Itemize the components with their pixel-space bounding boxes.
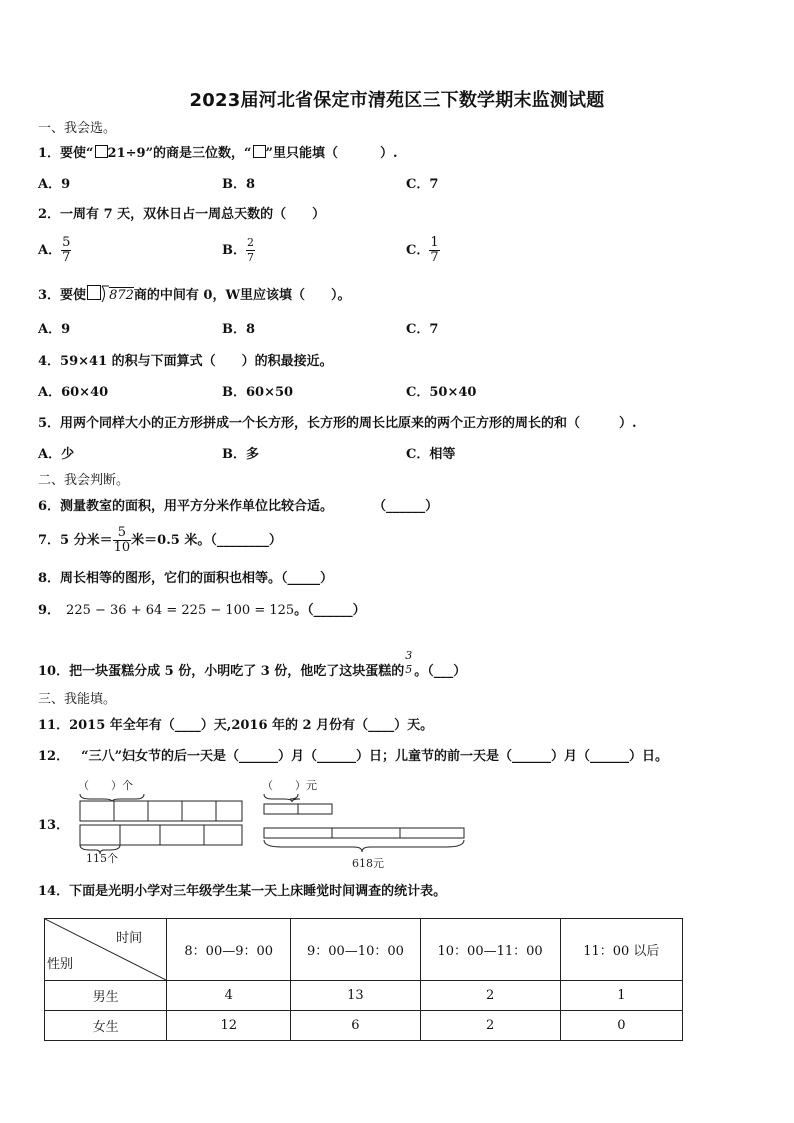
q2-option-b: B． $\frac{2}{7}$	[222, 236, 254, 264]
q1-option-a: A．9	[38, 177, 71, 192]
long-division-bracket: 872	[101, 287, 134, 305]
top-bar-boxes	[80, 801, 242, 821]
table-cell: 2	[420, 981, 560, 1011]
q4-option-c: C．50×40	[406, 385, 477, 400]
corner-label-gender: 性别	[47, 957, 74, 972]
q5-option-a: A．少	[38, 447, 75, 462]
q1-option-b: B．8	[222, 177, 256, 192]
blank-square-icon	[95, 145, 108, 158]
question-5: 5．用两个同样大小的正方形拼成一个长方形，长方形的周长比原来的两个正方形的周长的和（ ）.	[38, 416, 637, 431]
row-label-boys: 男生	[45, 981, 167, 1011]
question-14: 14．下面是光明小学对三年级学生某一天上床睡觉时间调查的统计表。	[38, 884, 447, 899]
question-7: 7．5 分米＝ $\frac{5}{10}$ 米＝0.5 米。（________）	[38, 525, 282, 555]
question-2: 2．一周有 7 天，双休日占一周总天数的（ ）	[38, 207, 326, 222]
fig2-bottom-label: 618元	[352, 857, 384, 870]
bottom-bar-boxes	[264, 828, 464, 838]
bottom-bar-boxes	[80, 825, 242, 845]
q5-option-c: C．相等	[406, 447, 456, 462]
blank-square-icon	[253, 145, 266, 158]
fig1-bottom-label: 115个	[86, 852, 118, 865]
table-cell: 6	[291, 1011, 420, 1041]
table-cell: 4	[167, 981, 291, 1011]
q3-option-a: A．9	[38, 322, 71, 337]
table-header-cell: 11：00 以后	[560, 919, 682, 981]
section-heading-3: 三、我能填。	[38, 692, 117, 707]
top-bar-boxes	[264, 804, 332, 814]
q3-option-c: C．7	[406, 322, 439, 337]
table-cell: 1	[560, 981, 682, 1011]
q1-option-c: C．7	[406, 177, 439, 192]
bar-model-figure-2	[258, 776, 473, 876]
table-cell: 0	[560, 1011, 682, 1041]
fig1-top-label: （ ）个	[78, 779, 133, 792]
table-cell: 12	[167, 1011, 291, 1041]
question-10: 10．把一块蛋糕分成 5 份，小明吃了 3 份，他吃了这块蛋糕的 3 5 。（___）	[38, 649, 467, 679]
brace-icon	[264, 840, 464, 852]
table-header-cell: 8：00—9：00	[167, 919, 291, 981]
question-4: 4．59×41 的积与下面算式（ ）的积最接近。	[38, 354, 333, 369]
table-corner-cell	[45, 919, 167, 981]
q3-option-b: B．8	[222, 322, 256, 337]
section-heading-2: 二、我会判断。	[38, 473, 130, 488]
question-6: 6．测量教室的面积，用平方分米作单位比较合适。 （______）	[38, 499, 439, 514]
q5-option-b: B．多	[222, 447, 259, 462]
question-1: 1．要使“ 21÷9”的商是三位数，“ ”里只能填（ ）.	[38, 146, 398, 161]
row-label-girls: 女生	[45, 1011, 167, 1041]
question-8: 8．周长相等的图形，它们的面积也相等。（_____）	[38, 571, 334, 586]
table-header-cell: 10：00—11：00	[420, 919, 560, 981]
division-bracket-icon	[101, 285, 109, 303]
question-11: 11．2015 年全年有（____）天,2016 年的 2 月份有（____）天。	[38, 718, 434, 733]
q2-option-c: C． $\frac{1}{7}$	[406, 235, 439, 265]
table-row	[45, 981, 683, 1011]
table-cell: 13	[291, 981, 420, 1011]
table-header-row	[45, 919, 683, 981]
question-3: 3．要使 872商的中间有 0，W里应该填（ ）。	[38, 285, 351, 305]
fig2-top-label: （ ）元	[262, 779, 317, 792]
q2-option-a: A． $\frac{5}{7}$	[38, 235, 71, 265]
blank-square-icon	[87, 285, 101, 300]
question-12: 12． “三八”妇女节的后一天是（______）月（______）日；儿童节的前一天是（______）月（______）日。	[38, 749, 669, 764]
section-heading-1: 一、我会选。	[38, 121, 117, 136]
page-title: 2023届河北省保定市清苑区三下数学期末监测试题	[189, 90, 605, 111]
q4-option-a: A．60×40	[38, 385, 109, 400]
q4-option-b: B．60×50	[222, 385, 294, 400]
brace-icon	[264, 794, 300, 802]
table-row	[45, 1011, 683, 1041]
bar-model-figure-1	[72, 776, 252, 866]
question-13-number: 13．	[38, 818, 70, 833]
question-9: 9． 225 − 36 + 64 = 225 − 100 = 125。（______）	[38, 603, 366, 618]
corner-label-time: 时间	[116, 931, 143, 946]
table-header-cell: 9：00—10：00	[291, 919, 420, 981]
sleep-time-table	[44, 918, 683, 1041]
table-cell: 2	[420, 1011, 560, 1041]
